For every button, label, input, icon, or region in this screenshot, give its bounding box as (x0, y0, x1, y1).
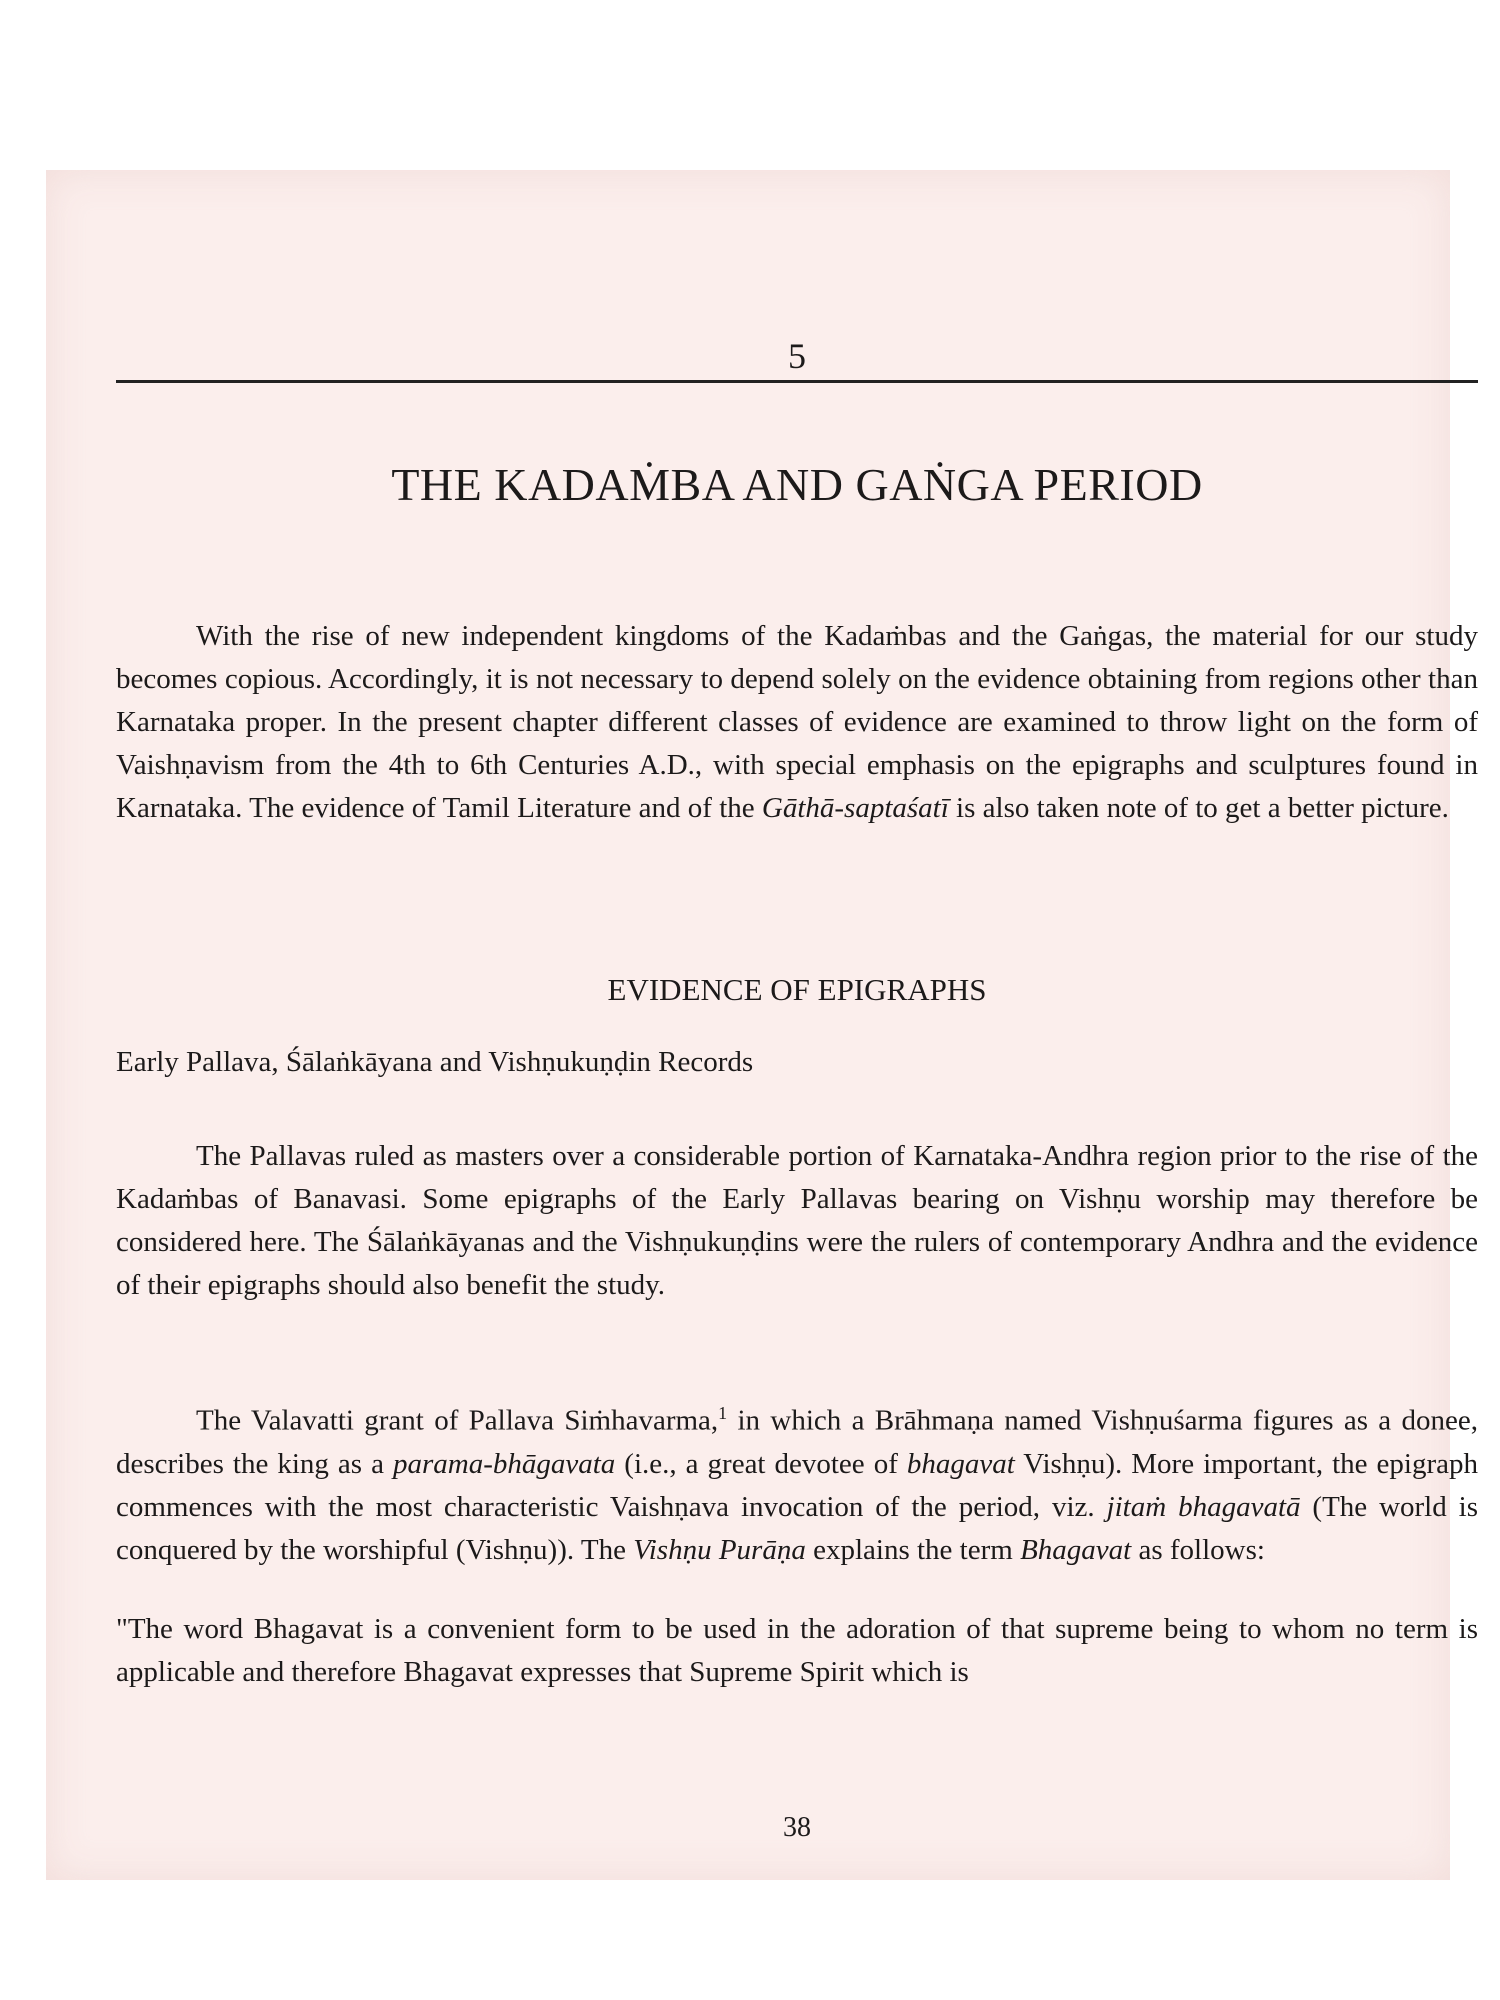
book-page (46, 170, 1478, 1880)
quote-paragraph: "The word Bhagavat is a convenient form to be used in the adoration of that supreme being to whom no term is applicable and therefore Bhagavat expresses that Supreme Spirit which is (116, 1613, 1478, 1688)
body-paragraph-valavatti: The Valavatti grant of Pallava Siṁhavarma,$^1$ in which a Brāhmaṇa named Vishṇuśarma figures as a donee, describes the king as a parama-bhāgavata (i.e., a great devotee of bhagavat Vishṇu). More important, the epigraph commences with the most characteristic Vaishṇava invocation of the period, viz. jitaṁ bhagavatā (The world is conquered by the worshipful (Vishṇu)). The Vishṇu Purāṇa explains the term Bhagavat as follows: (116, 1403, 1478, 1566)
body-paragraph-pallavas: The Pallavas ruled as masters over a considerable portion of Karnataka-Andhra region prior to the rise of the Kadaṁbas of Banavasi. Some epigraphs of the Early Pallavas bearing on Vishṇu worship may therefore be considered here. The Śālaṅkāyanas and the Vishṇukuṇḍins were the rulers of contemporary Andhra and the evidence of their epigraphs should also benefit the study. (116, 1140, 1478, 1301)
chapter-title: THE KADAṀBA AND GAṄGA PERIOD (391, 459, 1203, 510)
page-number: 38 (783, 1812, 811, 1843)
subsection-heading: Early Pallava, Śālaṅkāyana and Vishṇukuṇḍin Records (116, 1046, 754, 1078)
chapter-number: 5 (788, 336, 806, 376)
chapter-divider (116, 380, 1478, 383)
intro-paragraph: With the rise of new independent kingdoms of the Kadaṁbas and the Gaṅgas, the material for our study becomes copious. Accordingly, it is not necessary to depend solely on the evidence obtaining from regions other than Karnataka proper. In the present chapter different classes of evidence are examined to throw light on the form of Vaishṇavism from the 4th to 6th Centuries A.D., with special emphasis on the epigraphs and sculptures found in Karnataka. The evidence of Tamil Literature and of the Gāthā-saptaśatī is also taken note of to get a better picture. (116, 620, 1478, 824)
section-heading: EVIDENCE OF EPIGRAPHS (607, 972, 987, 1007)
